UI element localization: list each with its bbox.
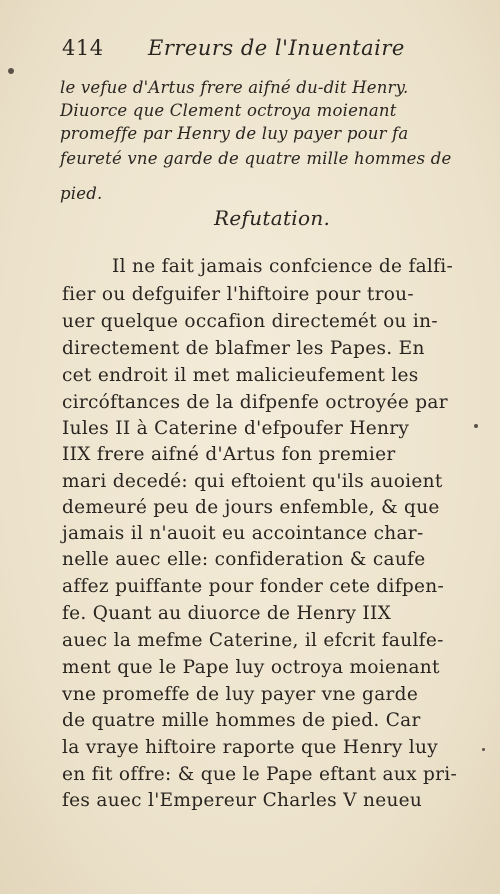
summary-line: promeffe par Henry de luy payer pour fa	[60, 124, 409, 143]
body-line: fe. Quant au diuorce de Henry IIX	[62, 603, 392, 624]
body-line: fes auec l'Empereur Charles V neueu	[62, 790, 423, 811]
body-line: Iules II à Caterine d'efpoufer Henry	[62, 418, 410, 439]
body-line: mari decedé: qui eftoient qu'ils auoient	[62, 471, 443, 492]
body-line: ment que le Pape luy octroya moienant	[62, 657, 440, 678]
body-line: Il ne fait jamais confcience de falfi-	[112, 256, 454, 277]
section-heading: Refutation.	[214, 206, 331, 230]
body-line: demeuré peu de jours enfemble, & que	[62, 497, 440, 518]
page-header	[62, 36, 442, 70]
body-line: jamais il n'auoit eu accointance char-	[62, 523, 424, 544]
summary-line: pied.	[60, 184, 103, 203]
body-line: IIX frere aifné d'Artus fon premier	[62, 444, 396, 465]
body-line: fier ou defguifer l'hiftoire pour trou-	[62, 284, 414, 305]
ink-spot	[8, 68, 14, 74]
body-line: directement de blafmer les Papes. En	[62, 338, 425, 359]
page-number: 414	[62, 36, 104, 60]
summary-line: Diuorce que Clement octroya moienant	[60, 101, 397, 120]
body-line: la vraye hiftoire raporte que Henry luy	[62, 737, 438, 758]
body-line: nelle auec elle: confideration & caufe	[62, 549, 426, 570]
body-line: circóftances de la difpenfe octroyée par	[62, 392, 448, 413]
body-line: vne promeffe de luy payer vne garde	[62, 684, 419, 705]
body-line: cet endroit il met malicieufement les	[62, 365, 419, 386]
body-line: auec la mefme Caterine, il efcrit faulfe-	[62, 630, 444, 651]
running-title: Erreurs de l'Inuentaire	[148, 36, 405, 60]
body-line: affez puiffante pour fonder cete difpen-	[62, 576, 445, 597]
body-line: de quatre mille hommes de pied. Car	[62, 710, 421, 731]
body-line: en fit offre: & que le Pape eftant aux pri-	[62, 764, 458, 785]
ink-spot	[482, 748, 485, 751]
ink-spot	[474, 424, 478, 428]
summary-line: le vefue d'Artus frere aifné du-dit Henry.	[60, 78, 409, 97]
body-line: uer quelque occafion directemét ou in-	[62, 311, 438, 332]
summary-line: feureté vne garde de quatre mille hommes de	[60, 149, 452, 168]
